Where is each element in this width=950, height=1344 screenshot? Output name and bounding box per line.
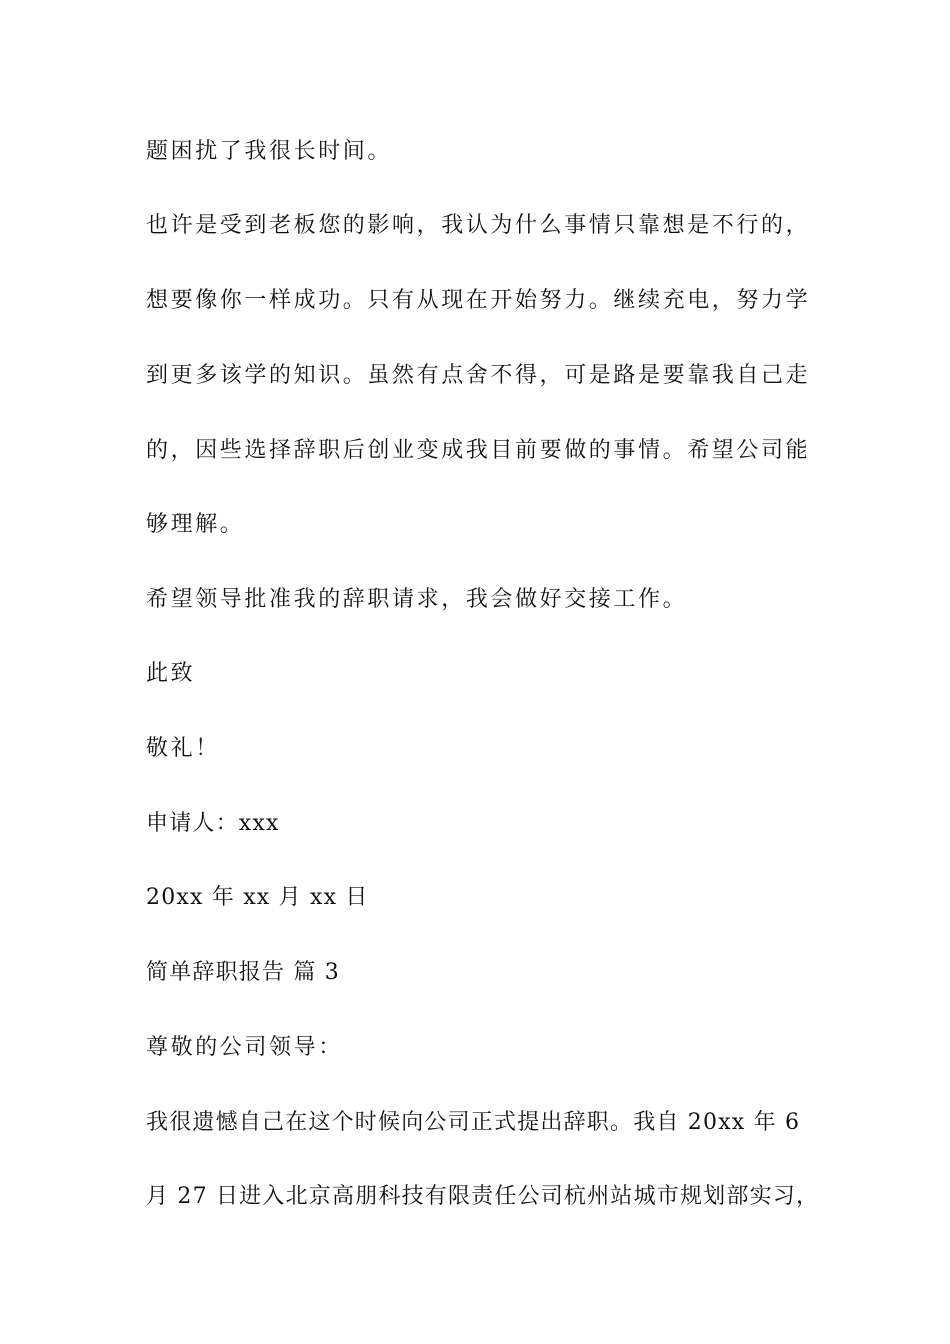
section-heading: 简单辞职报告 篇 3 bbox=[146, 960, 340, 985]
paragraph-line: 月 27 日进入北京高朋科技有限责任公司杭州站城市规划部实习， bbox=[146, 1184, 820, 1209]
paragraph-line: 也许是受到老板您的影响，我认为什么事情只靠想是不行的， bbox=[146, 213, 811, 238]
closing-salutation: 此致 bbox=[146, 661, 196, 686]
paragraph-line: 我很遗憾自己在这个时候向公司正式提出辞职。我自 20xx 年 6 bbox=[146, 1110, 801, 1135]
applicant-signature: 申请人：xxx bbox=[146, 811, 280, 836]
signature-date: 20xx 年 xx 月 xx 日 bbox=[146, 885, 369, 910]
closing-regards: 敬礼！ bbox=[146, 736, 220, 761]
paragraph-line: 的，因些选择辞职后创业变成我目前要做的事情。希望公司能 bbox=[146, 438, 811, 463]
paragraph-line: 到更多该学的知识。虽然有点舍不得，可是路是要靠我自己走 bbox=[146, 363, 811, 388]
request-line: 希望领导批准我的辞职请求，我会做好交接工作。 bbox=[146, 587, 688, 612]
paragraph-line: 题困扰了我很长时间。 bbox=[146, 139, 393, 164]
paragraph-line: 想要像你一样成功。只有从现在开始努力。继续充电，努力学 bbox=[146, 288, 811, 313]
paragraph-line: 够理解。 bbox=[146, 512, 245, 537]
greeting-line: 尊敬的公司领导： bbox=[146, 1035, 343, 1060]
